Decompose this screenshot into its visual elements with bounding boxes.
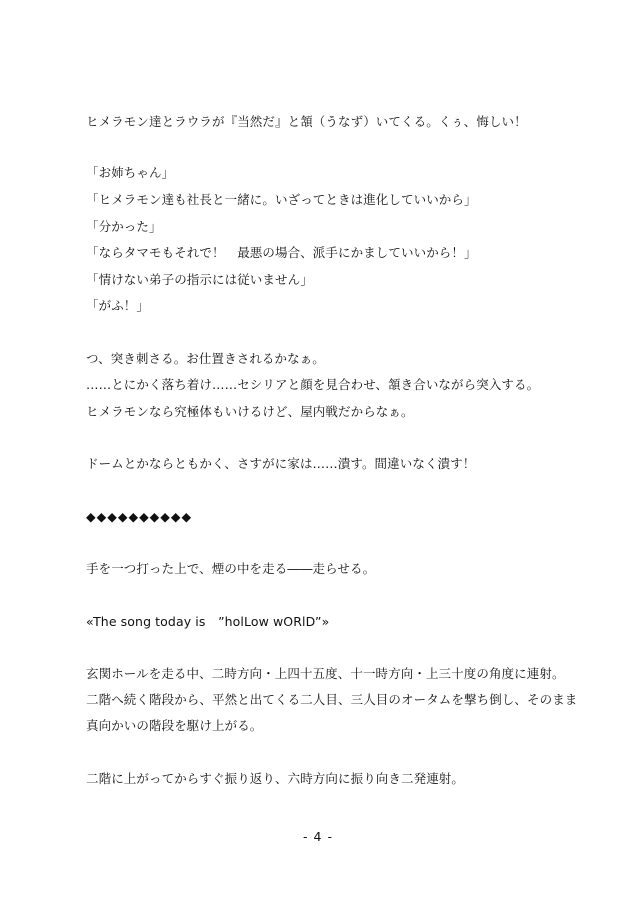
paragraph-line-6: 手を一つ打った上で、煙の中を走る――走らせる。 xyxy=(86,561,376,576)
paragraph-line-1: ヒメラモン達とラウラが『当然だ』と頷（うなず）いてくる。くぅ、悔しい！ xyxy=(86,114,527,129)
dialogue-line-1: 「お姉ちゃん」 xyxy=(86,165,175,180)
paragraph-line-9: 真向かいの階段を駆け上がる。 xyxy=(86,718,263,733)
dialogue-line-3: 「分かった」 xyxy=(86,219,162,234)
dialogue-line-6: 「がふ！」 xyxy=(86,298,150,313)
dialogue-line-4: 「ならタマモもそれで！ 最悪の場合、派手にかましていいから！」 xyxy=(86,245,477,260)
paragraph-line-4: ヒメラモンなら究極体もいけるけど、屋内戦だからなぁ。 xyxy=(86,404,414,419)
paragraph-line-3: ……とにかく落ち着け……セシリアと顔を見合わせ、頷き合いながら突入する。 xyxy=(86,377,540,392)
dialogue-line-2: 「ヒメラモン達も社長と一緒に。いざってときは進化していいから」 xyxy=(86,192,477,207)
paragraph-line-7: 玄関ホールを走る中、二時方向・上四十五度、十一時方向・上三十度の角度に連射。 xyxy=(86,666,565,681)
section-separator: ◆◆◆◆◆◆◆◆◆◆ xyxy=(86,509,193,524)
song-title-line: «The song today is ”holLow wORlD”» xyxy=(86,614,330,629)
paragraph-line-8: 二階へ続く階段から、平然と出てくる二人目、三人目のオータムを撃ち倒し、そのまま xyxy=(86,692,578,707)
dialogue-line-5: 「情けない弟子の指示には従いません」 xyxy=(86,272,313,287)
paragraph-line-10: 二階に上がってからすぐ振り返り、六時方向に振り向き二発連射。 xyxy=(86,771,465,786)
paragraph-line-2: つ、突き刺さる。お仕置きされるかなぁ。 xyxy=(86,351,325,366)
paragraph-line-5: ドームとかならともかく、さすがに家は……潰す。間違いなく潰す！ xyxy=(86,456,476,471)
page-number: - 4 - xyxy=(303,829,333,844)
